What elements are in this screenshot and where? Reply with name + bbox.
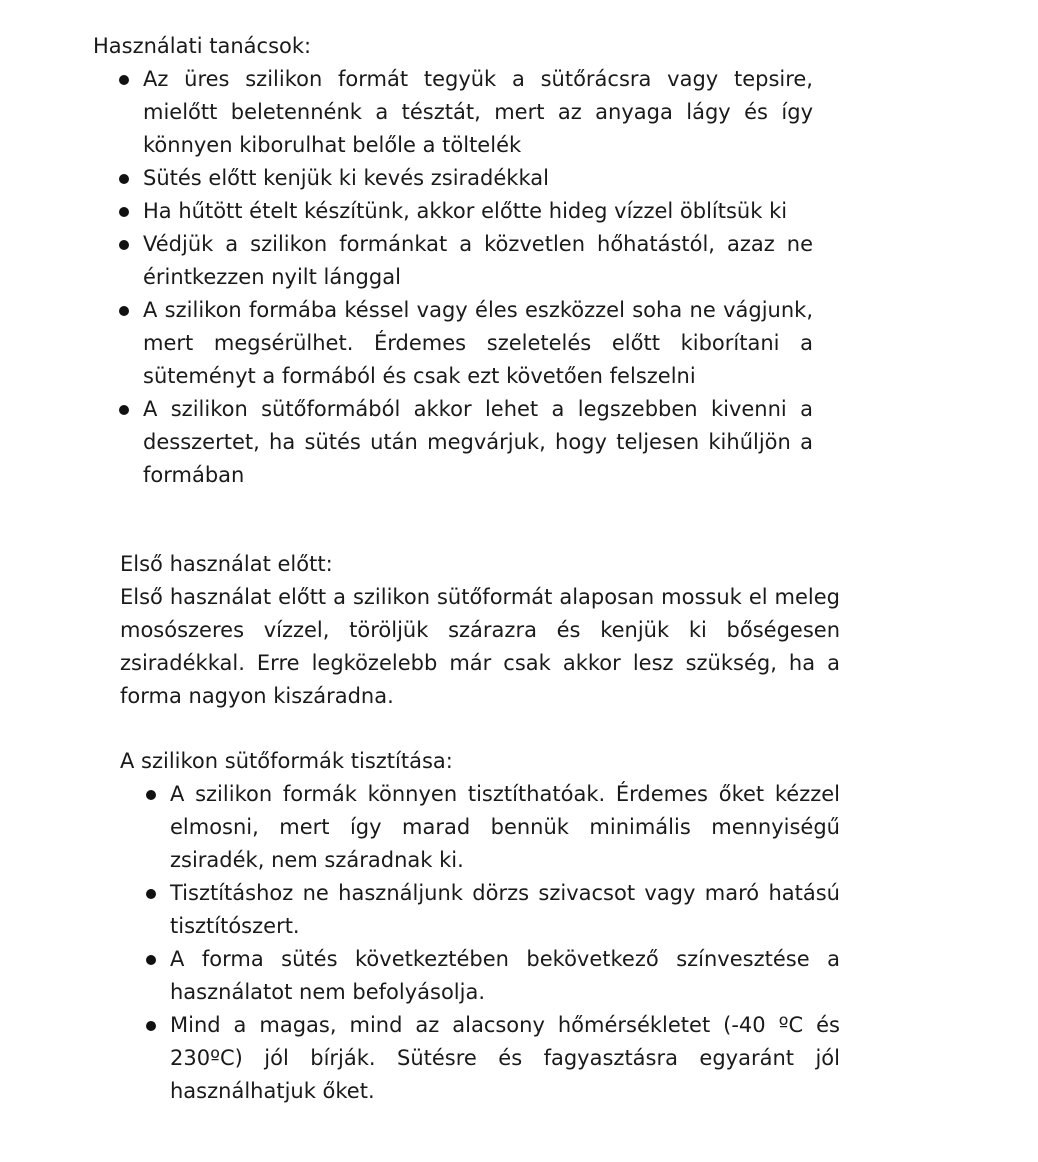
list-item-text: Az üres szilikon formát tegyük a sütőrácsra vagy tepsire, mielőtt beletennénk a tésztát, mert az anyaga lágy és így könnyen kiborulhat belőle a töltelék — [143, 67, 813, 157]
list-item — [93, 228, 813, 294]
list-item-text: Sütés előtt kenjük ki kevés zsiradékkal — [143, 166, 549, 190]
list-item-text: Ha hűtött ételt készítünk, akkor előtte hideg vízzel öblítsük ki — [143, 199, 788, 223]
cleaning-heading: A szilikon sütőformák tisztítása: — [120, 749, 453, 773]
list-item-text: A szilikon sütőformából akkor lehet a legszebben kivenni a desszertet, ha sütés után megvárjuk, hogy teljesen kihűljön a formában — [143, 397, 813, 487]
usage-tips-list — [93, 63, 813, 492]
list-item — [93, 195, 813, 228]
list-item — [93, 162, 813, 195]
bullet-icon — [119, 207, 129, 217]
bullet-icon — [119, 405, 129, 415]
before-first-use-section — [120, 548, 840, 713]
list-item — [93, 294, 813, 393]
list-item — [120, 877, 840, 943]
list-item-text: A szilikon formák könnyen tisztíthatóak. Érdemes őket kézzel elmosni, mert így marad bennük minimális mennyiségű zsiradék, nem száradnak ki. — [170, 782, 840, 872]
list-item — [120, 1009, 840, 1108]
list-item — [120, 943, 840, 1009]
bullet-icon — [119, 174, 129, 184]
list-item-text: Védjük a szilikon formánkat a közvetlen hőhatástól, azaz ne érintkezzen nyilt lánggal — [143, 232, 813, 289]
list-item-text: Tisztításhoz ne használjunk dörzs szivacsot vagy maró hatású tisztítószert. — [170, 881, 840, 938]
list-item — [93, 393, 813, 492]
list-item — [120, 778, 840, 877]
list-item-text: A szilikon formába késsel vagy éles eszközzel soha ne vágjunk, mert megsérülhet. Érdemes szeletelés előtt kiborítani a süteményt a formából és csak ezt követően felszelni — [143, 298, 813, 388]
bullet-icon — [146, 889, 156, 899]
list-item-text: A forma sütés következtében bekövetkező színvesztése a használatot nem befolyásolja. — [170, 947, 840, 1004]
bullet-icon — [146, 790, 156, 800]
bullet-icon — [146, 955, 156, 965]
cleaning-section — [120, 745, 840, 1108]
list-item-text: Mind a magas, mind az alacsony hőmérsékletet (-40 ºC és 230ºC) jól bírják. Sütésre és fagyasztásra egyaránt jól használhatjuk őket. — [170, 1013, 840, 1103]
list-item — [93, 63, 813, 162]
bullet-icon — [146, 1021, 156, 1031]
bullet-icon — [119, 240, 129, 250]
cleaning-list — [120, 778, 840, 1108]
usage-tips-section — [93, 30, 813, 492]
bullet-icon — [119, 306, 129, 316]
before-first-use-text: Első használat előtt a szilikon sütőformát alaposan mossuk el meleg mosószeres vízzel, töröljük szárazra és kenjük ki bőségesen zsiradékkal. Erre legközelebb már csak akkor lesz szükség, ha a forma nagyon kiszáradna. — [120, 585, 840, 708]
before-first-use-heading: Első használat előtt: — [120, 552, 333, 576]
usage-tips-heading: Használati tanácsok: — [93, 34, 312, 58]
bullet-icon — [119, 75, 129, 85]
